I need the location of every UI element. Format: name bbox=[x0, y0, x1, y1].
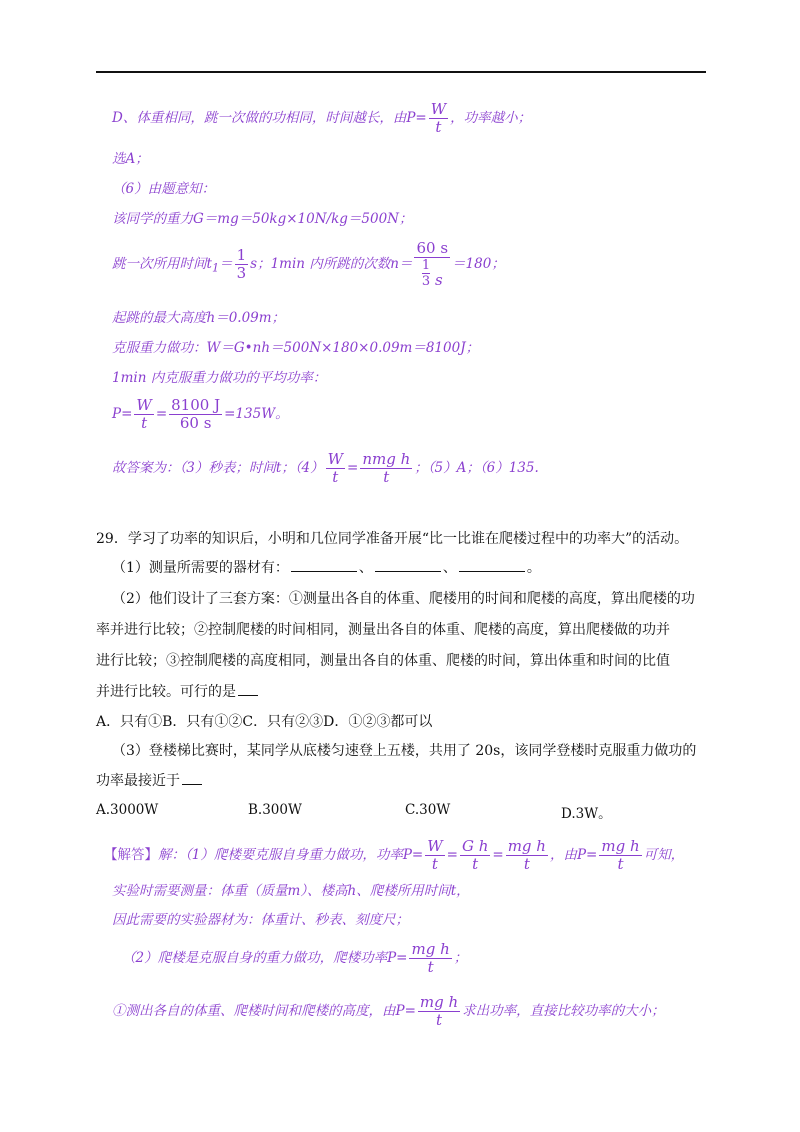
q29-part2-options: A．只有①B．只有①②C．只有②③D．①②③都可以 bbox=[96, 714, 433, 730]
line-work: 克服重力做功：W＝G•nh＝500N×180×0.09m＝8100J； bbox=[112, 340, 480, 356]
answer-blank-3[interactable] bbox=[459, 559, 525, 572]
line-p6-intro: （6）由题意知： bbox=[112, 181, 216, 197]
fraction-w-over-t: $\frac{W}{t}$ bbox=[427, 837, 443, 873]
question-29: 29．学习了功率的知识后，小明和几位同学准备开展“比一比谁在爬楼过程中的功率大”的活动。 bbox=[96, 531, 689, 547]
fraction-60s-over-third-s: 60 s $\frac{1}{3}$ s bbox=[416, 239, 449, 289]
solution-line1: 【解答】解：（1）爬楼要克服自身重力做功，功率P= $\frac{W}{t}$ = $\frac{\text{G h}}{t}$ = $\frac{\text{mg h}}{t}$ ，由P= $\frac{\text{mg h}}{t}$ 可知， bbox=[104, 837, 685, 873]
solution-part2: （2）爬楼是克服自身的重力做功，爬楼功率P= $\frac{\text{mg h}}{t}$ ； bbox=[122, 940, 468, 976]
q29-part2-line4: 并进行比较。可行的是 bbox=[96, 683, 260, 701]
answer-blank-4[interactable] bbox=[238, 683, 258, 696]
fraction-w-over-t: $\frac{W}{t}$ bbox=[136, 396, 152, 432]
q29-part2-line1: （2）他们设计了三套方案：①测量出各自的体重、爬楼用的时间和爬楼的高度，算出爬楼的功 bbox=[112, 591, 695, 607]
solution-tools: 因此需要的实验器材为：体重计、秒表、刻度尺； bbox=[112, 912, 409, 928]
q29-part2-line2: 率并进行比较；②控制爬楼的时间相同，测量出各自的体重、爬楼的高度，算出爬楼做的功并 bbox=[96, 622, 670, 638]
line-answer: 故答案为：（3）秒表；时间t；（4） $\frac{W}{t}$ = $\frac{\text{nmg h}}{t}$ ；（5）A；（6）135. bbox=[112, 450, 539, 486]
fraction-nmgh-over-t: $\frac{\text{nmg h}}{t}$ bbox=[362, 450, 411, 486]
solution-measure: 实验时需要测量：体重（质量m）、楼高h、爬楼所用时间t， bbox=[112, 883, 470, 899]
line-gravity: 该同学的重力G＝mg＝50kg×10N/kg＝500N； bbox=[112, 211, 413, 227]
option-c: C.30W bbox=[405, 802, 451, 818]
option-b: B.300W bbox=[248, 802, 302, 818]
solution-part3: ①测出各自的体重、爬楼时间和爬楼的高度，由P= $\frac{\text{mg h}}{t}$ 求出功率，直接比较功率的大小； bbox=[112, 993, 665, 1029]
fraction-w-over-t: $\frac{W}{t}$ bbox=[430, 100, 447, 136]
answer-blank-1[interactable] bbox=[291, 559, 357, 572]
line-power: P= $\frac{W}{t}$ = $\frac{8100 J}{60 s}$ =135W。 bbox=[112, 396, 289, 432]
answer-blank-5[interactable] bbox=[182, 772, 202, 785]
fraction-mgh-over-t: $\frac{\text{mg h}}{t}$ bbox=[411, 940, 450, 976]
solution-tag: 【解答】 bbox=[104, 847, 158, 863]
line-choose: 选A； bbox=[112, 151, 149, 167]
fraction-mgh-over-t: $\frac{\text{mg h}}{t}$ bbox=[601, 837, 640, 873]
q29-part2-line3: 进行比较；③控制爬楼的高度相同，测量出各自的体重、爬楼的时间，算出体重和时间的比值 bbox=[96, 653, 670, 669]
text: ，功率越小； bbox=[450, 110, 532, 126]
header-rule bbox=[96, 71, 706, 73]
q29-part3-line1: （3）登楼梯比赛时，某同学从底楼匀速登上五楼，共用了 20s，该同学登楼时克服重力做功的 bbox=[112, 743, 697, 759]
line-avg-power: 1min 内克服重力做功的平均功率： bbox=[112, 370, 327, 386]
line-height: 起跳的最大高度h＝0.09m； bbox=[112, 310, 286, 326]
line-d-option bbox=[112, 101, 531, 136]
q29-part1: （1）测量所需要的器材有： 、 、 。 bbox=[112, 560, 541, 576]
option-a: A.3000W bbox=[96, 802, 159, 818]
text: D、体重相同，跳一次做的功相同，时间越长，由P= bbox=[112, 110, 427, 126]
fraction-mgh-over-t: $\frac{\text{mg h}}{t}$ bbox=[507, 837, 546, 873]
option-d: D.3W。 bbox=[561, 806, 612, 822]
answer-blank-2[interactable] bbox=[375, 559, 441, 572]
fraction-gh-over-t: $\frac{\text{G h}}{t}$ bbox=[461, 837, 489, 873]
fraction-w-over-t: $\frac{W}{t}$ bbox=[327, 450, 344, 486]
fraction-mgh-over-t: $\frac{\text{mg h}}{t}$ bbox=[419, 993, 459, 1029]
fraction-8100j-over-60s: $\frac{8100 J}{60 s}$ bbox=[171, 396, 221, 432]
line-jump-time: 跳一次所用时间$t_1=$ $\frac{1}{3}$ s；1min 内所跳的次数n＝ 60 s $\frac{1}{3}$ s ＝180； bbox=[112, 239, 505, 289]
q29-part3-line2: 功率最接近于 bbox=[96, 772, 204, 790]
fraction-one-third: $\frac{1}{3}$ bbox=[236, 246, 247, 282]
